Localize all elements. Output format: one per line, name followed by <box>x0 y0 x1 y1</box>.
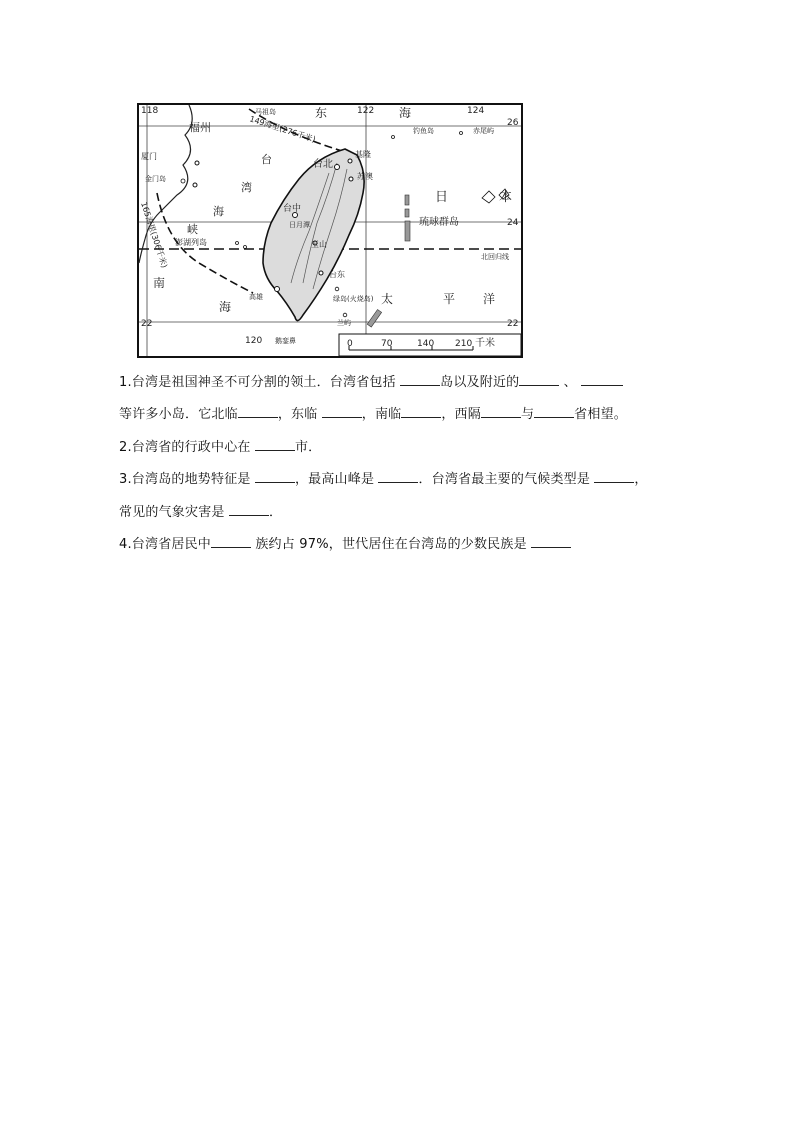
lat-22-right-label: 22 <box>507 319 519 329</box>
lat-26-label: 26 <box>507 118 519 128</box>
q3-text-e: 常见的气象灾害是 <box>119 505 229 520</box>
nan-label: 南 <box>153 276 166 290</box>
q3-text-b: ，最高山峰是 <box>294 472 379 487</box>
hai-south-label: 海 <box>219 300 232 314</box>
q1-text-b: 岛以及附近的 <box>440 375 520 390</box>
answer-blank[interactable] <box>594 470 634 483</box>
answer-blank[interactable] <box>255 438 295 451</box>
riyuetan-label: 日月潭 <box>289 221 310 229</box>
gaoxiong-label: 高雄 <box>249 293 263 301</box>
mazu-label: 马祖岛 <box>255 108 276 116</box>
q2-text-b: 市． <box>294 440 322 455</box>
q1-text-d: 等许多小岛．它北临 <box>119 407 238 422</box>
question-1-line-2 <box>119 405 627 424</box>
hai-strait-label: 海 <box>213 205 224 218</box>
lon-124-label: 124 <box>467 106 485 116</box>
question-1-line-1 <box>119 373 623 392</box>
lon-118-label: 118 <box>141 106 159 116</box>
q3-text-f: ． <box>268 505 283 520</box>
ri-label: 日 <box>435 190 449 205</box>
answer-blank[interactable] <box>255 470 295 483</box>
q4-text-b: 族约占 97%，世代居住在台湾岛的少数民族是 <box>251 537 532 552</box>
yushan-label: 玉山 <box>311 240 327 249</box>
dong-label: 东 <box>315 106 328 120</box>
q3-text-a: 3.台湾岛的地势特征是 <box>119 472 255 487</box>
question-3-line-1 <box>119 470 648 489</box>
lanyu-label: 兰屿 <box>337 319 351 327</box>
answer-blank[interactable] <box>322 405 362 418</box>
answer-blank[interactable] <box>211 535 251 548</box>
diaoyu-label: 钓鱼岛 <box>413 127 434 135</box>
q1-text-c: 、 <box>559 375 582 390</box>
q1-text-e: ，东临 <box>277 407 322 422</box>
ping-label: 平 <box>443 292 456 306</box>
scale-bar <box>339 334 521 356</box>
fuzhou-label: 福州 <box>189 121 211 134</box>
tai-pacific-label: 太 <box>381 292 394 306</box>
q1-text-g: ，西隔 <box>441 407 481 422</box>
tropic-label: 北回归线 <box>481 253 509 261</box>
scale-tick-0: 0 <box>347 339 353 349</box>
q3-text-d: ， <box>634 472 648 487</box>
answer-blank[interactable] <box>229 503 269 516</box>
answer-blank[interactable] <box>238 405 278 418</box>
q2-text-a: 2.台湾省的行政中心在 <box>119 440 255 455</box>
q1-text-f: ，南临 <box>361 407 402 422</box>
chiwei-label: 赤尾屿 <box>473 127 494 135</box>
scale-unit: 千米 <box>475 338 495 349</box>
suao-label: 苏澳 <box>357 172 373 181</box>
xiamen-label: 厦门 <box>141 152 157 161</box>
q3-text-c: ．台湾省最主要的气候类型是 <box>418 472 595 487</box>
q1-text-h: 与 <box>520 407 535 422</box>
penghu-label: 澎湖列岛 <box>175 238 207 247</box>
liuqiu-label: 琉球群岛 <box>419 217 459 228</box>
answer-blank[interactable] <box>531 535 571 548</box>
answer-blank[interactable] <box>581 373 623 386</box>
lat-22-left-label: 22 <box>141 319 153 329</box>
jilong-label: 基隆 <box>355 150 371 159</box>
answer-blank[interactable] <box>519 373 559 386</box>
q1-text-a: 1.台湾是祖国神圣不可分割的领土．台湾省包括 <box>119 375 401 390</box>
ludao-label: 绿岛(火烧岛) <box>333 295 374 303</box>
q1-text-i: 省相望。 <box>574 407 627 422</box>
question-3-line-2 <box>119 503 282 522</box>
scale-tick-210: 210 <box>455 339 473 349</box>
taiwan-map <box>137 103 523 358</box>
taidong-label: 台东 <box>329 270 345 279</box>
ben-label: 本 <box>499 190 513 205</box>
scale-tick-140: 140 <box>417 339 435 349</box>
tai-label: 台 <box>261 153 272 166</box>
north-distance-label: 149海里(276千米) <box>248 114 317 145</box>
xia-label: 峡 <box>187 223 198 236</box>
lon-122-label: 122 <box>357 106 375 116</box>
answer-blank[interactable] <box>481 405 521 418</box>
jinmen-label: 金门岛 <box>145 175 166 183</box>
taibei-label: 台北 <box>313 159 333 170</box>
question-2 <box>119 438 321 457</box>
answer-blank[interactable] <box>534 405 574 418</box>
q4-text-a: 4.台湾省居民中 <box>119 537 212 552</box>
lon-120-label: 120 <box>245 336 263 346</box>
yang-label: 洋 <box>483 292 496 306</box>
answer-blank[interactable] <box>401 405 441 418</box>
west-distance-label: 165海里(306千米) <box>139 200 169 270</box>
lat-24-label: 24 <box>507 218 519 228</box>
eluanbi-label: 鹅銮鼻 <box>275 337 296 345</box>
answer-blank[interactable] <box>378 470 418 483</box>
answer-blank[interactable] <box>400 373 440 386</box>
scale-tick-70: 70 <box>381 339 393 349</box>
wan-label: 湾 <box>241 181 252 194</box>
hai-top-label: 海 <box>399 106 412 120</box>
taizhong-label: 台中 <box>283 204 302 214</box>
question-4 <box>119 535 571 554</box>
